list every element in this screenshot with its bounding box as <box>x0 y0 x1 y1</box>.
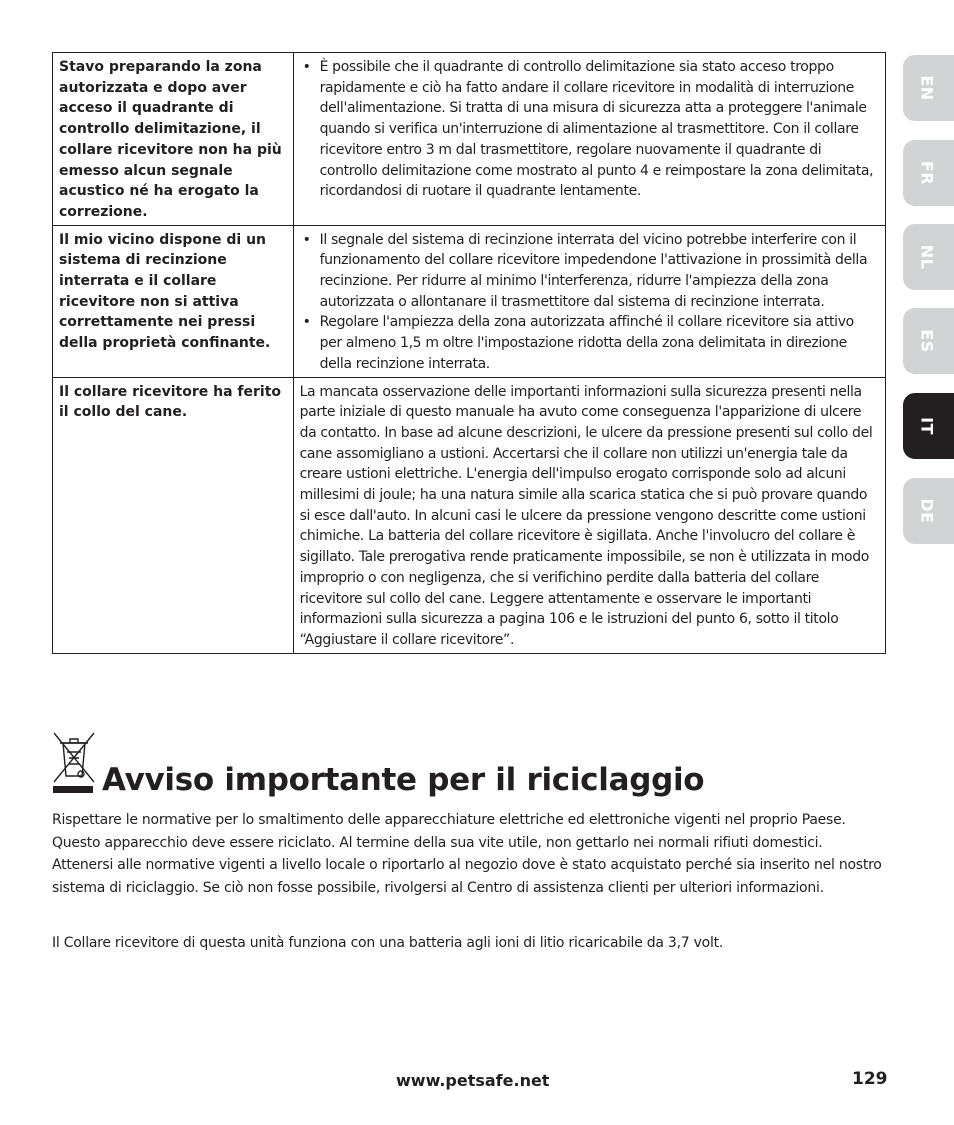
solution-list <box>300 57 879 202</box>
problem-cell: Stavo preparando la zona autorizzata e dopo aver acceso il quadrante di controllo delimitazione, il collare ricevitore non ha più emesso alcun segnale acustico né ha erogato la correzione. <box>53 53 294 226</box>
list-item: • È possibile che il quadrante di controllo delimitazione sia stato acceso troppo rapidamente e ciò ha fatto andare il collare ricevitore in modalità di interruzione dell'alimentazione. Si tratta di una misura di sicurezza atta a proteggere l'animale quando si verifica un'interruzione di alimentazione al trasmettitore. Con il collare ricevitore entro 3 m dal trasmettitore, regolare nuovamente il quadrante di controllo delimitazione come mostrato al punto 4 e reimpostare la zona delimitata, ricordandosi di ruotare il quadrante lentamente. <box>300 57 879 202</box>
tab-label: EN <box>917 75 937 101</box>
list-item: • Il segnale del sistema di recinzione interrata del vicino potrebbe interferire con il funzionamento del collare ricevitore impedendone l'attivazione in prossimità della recinzione. Per ridurre al minimo l'interferenza, ridurre l'ampiezza della zona autorizzata o allontanare il trasmettitore dal sistema di recinzione interrata. <box>300 230 879 313</box>
solution-list <box>300 230 879 375</box>
tab-label: DE <box>917 498 937 524</box>
tab-label: ES <box>917 329 937 353</box>
list-item: • Regolare l'ampiezza della zona autorizzata affinché il collare ricevitore sia attivo per almeno 1,5 m oltre l'impostazione ridotta della zona delimitata in direzione della recinzione interrata. <box>300 312 879 374</box>
tab-label: IT <box>917 417 937 435</box>
solution-cell <box>293 53 885 226</box>
troubleshooting-table <box>52 52 886 654</box>
tab-de[interactable] <box>903 478 954 544</box>
tab-es[interactable] <box>903 308 954 374</box>
solution-cell <box>293 225 885 377</box>
tab-it[interactable] <box>903 393 954 459</box>
footer-url: www.petsafe.net <box>396 1071 550 1090</box>
solution-text: La mancata osservazione delle importanti informazioni sulla sicurezza presenti nella parte iniziale di questo manuale ha avuto come conseguenza l'apparizione di ulcere da contatto. In base ad alcune descrizioni, le ulcere da pressione presenti sul collo del cane assomigliano a ustioni. Accertarsi che il collare non utilizzi un'energia tale da creare ustioni elettriche. L'energia dell'impulso erogato corrisponde solo ad alcuni millesimi di joule; ha una natura simile alla scarica statica che si può provare quando si esce dall'auto. In alcuni casi le ulcere da pressione vengono descritte come ustioni chimiche. La batteria del collare ricevitore è sigillata. Anche l'involucro del collare è sigillato. Tale prerogativa rende praticamente impossibile, se non è utilizzata in modo improprio o con negligenza, che si verifichino perdite dalla batteria del collare ricevitore sul collo del cane. Leggere attentamente e osservare le importanti informazioni sulla sicurezza a pagina 106 e le istruzioni del punto 6, sotto il titolo “Aggiustare il collare ricevitore”. <box>299 383 873 648</box>
recycling-paragraph: Rispettare le normative per lo smaltimento delle apparecchiature elettriche ed elettroniche vigenti nel proprio Paese. Questo apparecchio deve essere riciclato. Al termine della sua vite utile, non gettarlo nei normali rifiuti domestici. Attenersi alle normative vigenti a livello locale o riportarlo al negozio dove è stato acquistato perché sia inserito nel nostro sistema di riciclaggio. Se ciò non fosse possibile, rivolgersi al Centro di assistenza clienti per ulteriori informazioni. <box>52 812 882 896</box>
problem-cell: Il mio vicino dispone di un sistema di recinzione interrata e il collare ricevitore non si attiva correttamente nei pressi della proprietà confinante. <box>53 225 294 377</box>
crossed-out-wheelie-bin-icon <box>51 730 97 796</box>
problem-cell: Il collare ricevitore ha ferito il collo del cane. <box>53 377 294 653</box>
recycling-heading: Avviso importante per il riciclaggio <box>102 762 705 798</box>
solution-cell <box>293 377 885 653</box>
tab-en[interactable] <box>903 55 954 121</box>
tab-fr[interactable] <box>903 140 954 206</box>
tab-label: NL <box>917 244 937 270</box>
table-row <box>53 53 886 226</box>
table-row <box>53 225 886 377</box>
table-row <box>53 377 886 653</box>
page-number: 129 <box>852 1069 888 1089</box>
tab-label: FR <box>917 160 937 186</box>
battery-paragraph: Il Collare ricevitore di questa unità funziona con una batteria agli ioni di litio ricaricabile da 3,7 volt. <box>52 935 724 951</box>
tab-nl[interactable] <box>903 224 954 290</box>
